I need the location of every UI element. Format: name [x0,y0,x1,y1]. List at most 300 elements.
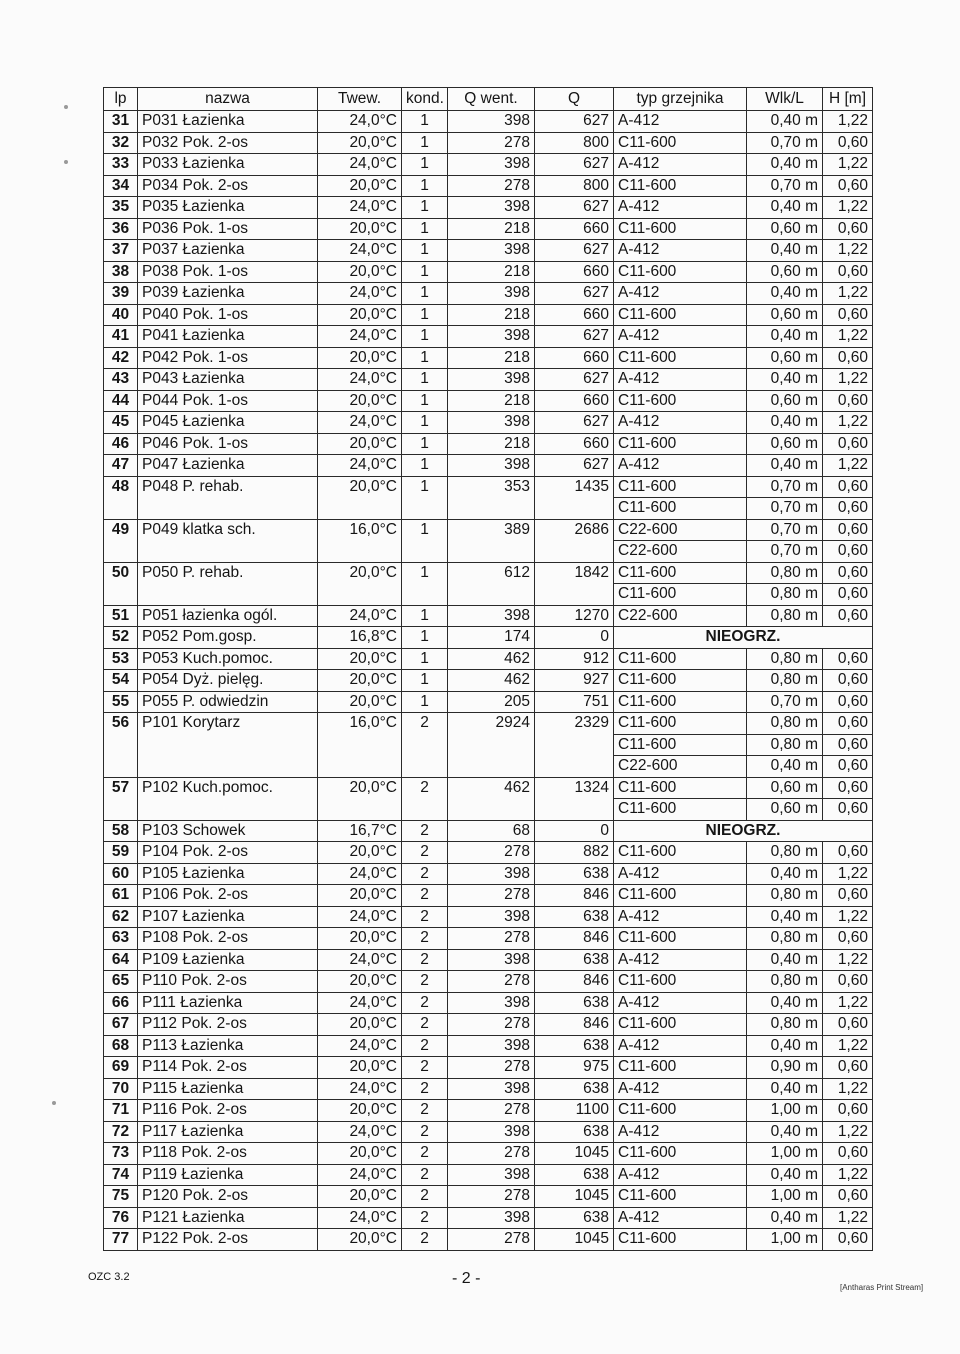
table-row [104,326,873,348]
cell-kond: 1 [402,476,448,519]
cell-typ: A-412 [614,197,747,219]
cell-q: 1324 [535,777,614,820]
cell-twew: 20,0°C [318,175,402,197]
table-row [104,1100,873,1122]
cell-h: 1,22 [823,369,873,391]
cell-twew: 20,0°C [318,670,402,692]
cell-nazwa: P032 Pok. 2-os [138,132,318,154]
cell-nazwa: P120 Pok. 2-os [138,1186,318,1208]
cell-kond: 1 [402,562,448,605]
cell-typ: A-412 [614,1035,747,1057]
cell-nazwa: P036 Pok. 1-os [138,218,318,240]
cell-kond: 2 [402,1207,448,1229]
cell-nazwa: P106 Pok. 2-os [138,885,318,907]
cell-nazwa: P045 Łazienka [138,412,318,434]
cell-h: 0,60 [823,1186,873,1208]
cell-wlk: 0,40 m [747,197,823,219]
cell-typ: A-412 [614,455,747,477]
cell-h: 0,60 [823,1014,873,1036]
table-row [104,347,873,369]
cell-wlk: 0,70 m [747,132,823,154]
cell-qwent: 398 [448,283,535,305]
cell-h: 0,60 [823,1229,873,1251]
cell-typ: C11-600 [614,1100,747,1122]
cell-qwent: 174 [448,627,535,649]
cell-typ: A-412 [614,369,747,391]
cell-h: 0,60 [823,519,873,541]
cell-wlk: 0,40 m [747,756,823,778]
cell-typ: C11-600 [614,1014,747,1036]
cell-lp: 66 [104,992,138,1014]
cell-nazwa: P044 Pok. 1-os [138,390,318,412]
cell-typ: C11-600 [614,261,747,283]
cell-nazwa: P114 Pok. 2-os [138,1057,318,1079]
cell-kond: 2 [402,820,448,842]
radiator-table [103,87,873,1251]
cell-h: 0,60 [823,1057,873,1079]
cell-typ: C11-600 [614,648,747,670]
cell-wlk: 0,80 m [747,584,823,606]
cell-twew: 20,0°C [318,691,402,713]
cell-kond: 1 [402,175,448,197]
cell-nazwa: P046 Pok. 1-os [138,433,318,455]
cell-nazwa: P048 P. rehab. [138,476,318,519]
cell-wlk: 0,40 m [747,369,823,391]
cell-q: 912 [535,648,614,670]
cell-kond: 1 [402,304,448,326]
cell-wlk: 0,60 m [747,347,823,369]
cell-lp: 69 [104,1057,138,1079]
table-row [104,1207,873,1229]
cell-wlk: 0,80 m [747,605,823,627]
cell-lp: 56 [104,713,138,778]
cell-h: 0,60 [823,584,873,606]
cell-q: 846 [535,928,614,950]
cell-qwent: 278 [448,842,535,864]
cell-qwent: 218 [448,261,535,283]
cell-nazwa: P041 Łazienka [138,326,318,348]
cell-twew: 24,0°C [318,1164,402,1186]
cell-typ: C11-600 [614,734,747,756]
cell-q: 846 [535,1014,614,1036]
cell-lp: 39 [104,283,138,305]
cell-twew: 24,0°C [318,197,402,219]
cell-kond: 1 [402,283,448,305]
cell-q: 800 [535,132,614,154]
cell-lp: 59 [104,842,138,864]
cell-typ: A-412 [614,992,747,1014]
cell-nazwa: P117 Łazienka [138,1121,318,1143]
cell-twew: 20,0°C [318,562,402,605]
cell-wlk: 0,40 m [747,949,823,971]
cell-qwent: 218 [448,390,535,412]
cell-kond: 2 [402,863,448,885]
table-row [104,605,873,627]
cell-kond: 2 [402,1057,448,1079]
cell-typ: A-412 [614,111,747,133]
cell-kond: 2 [402,992,448,1014]
printer-stamp: [Antharas Print Stream] [840,1283,924,1292]
cell-typ: C11-600 [614,713,747,735]
form-code: OZC 3.2 [88,1271,130,1283]
cell-nazwa: P047 Łazienka [138,455,318,477]
cell-lp: 76 [104,1207,138,1229]
cell-nazwa: P035 Łazienka [138,197,318,219]
cell-q: 638 [535,906,614,928]
cell-twew: 20,0°C [318,1143,402,1165]
cell-h: 0,60 [823,928,873,950]
cell-qwent: 398 [448,906,535,928]
table-row [104,1164,873,1186]
cell-qwent: 218 [448,218,535,240]
cell-lp: 67 [104,1014,138,1036]
cell-lp: 46 [104,433,138,455]
cell-typ: C11-600 [614,885,747,907]
cell-q: 1045 [535,1229,614,1251]
cell-kond: 1 [402,455,448,477]
cell-twew: 20,0°C [318,476,402,519]
cell-lp: 65 [104,971,138,993]
cell-wlk: 1,00 m [747,1186,823,1208]
cell-lp: 43 [104,369,138,391]
cell-qwent: 398 [448,197,535,219]
cell-twew: 24,0°C [318,326,402,348]
cell-typ: C11-600 [614,347,747,369]
cell-wlk: 0,60 m [747,390,823,412]
cell-typ: A-412 [614,1121,747,1143]
cell-qwent: 398 [448,369,535,391]
cell-qwent: 278 [448,1143,535,1165]
cell-qwent: 278 [448,175,535,197]
cell-typ: C22-600 [614,541,747,563]
cell-typ: C11-600 [614,562,747,584]
cell-twew: 20,0°C [318,261,402,283]
cell-nazwa: P121 Łazienka [138,1207,318,1229]
cell-lp: 38 [104,261,138,283]
cell-twew: 20,0°C [318,1229,402,1251]
cell-h: 1,22 [823,992,873,1014]
cell-wlk: 0,40 m [747,1164,823,1186]
cell-q: 627 [535,412,614,434]
cell-lp: 34 [104,175,138,197]
cell-qwent: 218 [448,304,535,326]
cell-twew: 24,0°C [318,863,402,885]
cell-h: 0,60 [823,605,873,627]
cell-h: 1,22 [823,1121,873,1143]
cell-kond: 1 [402,111,448,133]
cell-q: 927 [535,670,614,692]
cell-typ: A-412 [614,412,747,434]
cell-h: 0,60 [823,777,873,799]
cell-typ: A-412 [614,1078,747,1100]
cell-typ: C11-600 [614,799,747,821]
cell-kond: 1 [402,347,448,369]
table-row [104,971,873,993]
cell-typ: C11-600 [614,842,747,864]
cell-twew: 24,0°C [318,605,402,627]
cell-kond: 1 [402,627,448,649]
cell-qwent: 398 [448,154,535,176]
table-row [104,304,873,326]
cell-h: 1,22 [823,154,873,176]
cell-lp: 36 [104,218,138,240]
cell-kond: 2 [402,928,448,950]
cell-q: 627 [535,154,614,176]
table-row [104,949,873,971]
cell-h: 0,60 [823,713,873,735]
cell-twew: 16,7°C [318,820,402,842]
cell-h: 1,22 [823,240,873,262]
cell-wlk: 0,60 m [747,777,823,799]
cell-twew: 24,0°C [318,1035,402,1057]
header-lp: lp [104,88,138,111]
cell-lp: 31 [104,111,138,133]
cell-twew: 20,0°C [318,390,402,412]
cell-twew: 20,0°C [318,885,402,907]
cell-wlk: 0,40 m [747,154,823,176]
cell-twew: 16,8°C [318,627,402,649]
cell-lp: 49 [104,519,138,562]
header-twew: Twew. [318,88,402,111]
cell-kond: 2 [402,885,448,907]
cell-h: 1,22 [823,111,873,133]
table-row [104,1229,873,1251]
cell-q: 638 [535,863,614,885]
cell-nazwa: P038 Pok. 1-os [138,261,318,283]
cell-typ: A-412 [614,283,747,305]
cell-twew: 16,0°C [318,713,402,778]
cell-kond: 1 [402,261,448,283]
cell-nazwa: P107 Łazienka [138,906,318,928]
cell-q: 1842 [535,562,614,605]
cell-wlk: 0,40 m [747,1121,823,1143]
cell-lp: 54 [104,670,138,692]
cell-h: 0,60 [823,756,873,778]
cell-q: 1045 [535,1143,614,1165]
cell-twew: 24,0°C [318,949,402,971]
cell-twew: 20,0°C [318,433,402,455]
page-number: - 2 - [452,1270,481,1287]
cell-kond: 2 [402,1164,448,1186]
cell-kond: 1 [402,197,448,219]
cell-q: 627 [535,326,614,348]
cell-qwent: 278 [448,1014,535,1036]
header-kond: kond. [402,88,448,111]
cell-twew: 24,0°C [318,1121,402,1143]
cell-twew: 24,0°C [318,283,402,305]
cell-qwent: 2924 [448,713,535,778]
cell-typ: C11-600 [614,928,747,950]
cell-qwent: 398 [448,240,535,262]
cell-lp: 74 [104,1164,138,1186]
cell-q: 846 [535,971,614,993]
cell-h: 0,60 [823,476,873,498]
cell-nazwa: P054 Dyż. pielęg. [138,670,318,692]
cell-q: 1270 [535,605,614,627]
cell-q: 0 [535,820,614,842]
cell-h: 1,22 [823,1035,873,1057]
cell-q: 638 [535,1078,614,1100]
table-row [104,562,873,584]
cell-nazwa: P031 Łazienka [138,111,318,133]
cell-lp: 68 [104,1035,138,1057]
table-row [104,455,873,477]
cell-typ: C11-600 [614,175,747,197]
header-nazwa: nazwa [138,88,318,111]
cell-nazwa: P049 klatka sch. [138,519,318,562]
cell-qwent: 398 [448,1035,535,1057]
cell-lp: 64 [104,949,138,971]
cell-twew: 20,0°C [318,648,402,670]
cell-lp: 41 [104,326,138,348]
cell-h: 0,60 [823,670,873,692]
cell-wlk: 0,70 m [747,541,823,563]
cell-wlk: 0,60 m [747,799,823,821]
cell-q: 751 [535,691,614,713]
cell-kond: 2 [402,1121,448,1143]
cell-typ: C11-600 [614,971,747,993]
cell-kond: 1 [402,433,448,455]
cell-qwent: 398 [448,605,535,627]
cell-wlk: 0,40 m [747,240,823,262]
cell-twew: 16,0°C [318,519,402,562]
cell-typ: C22-600 [614,519,747,541]
cell-wlk: 0,70 m [747,175,823,197]
cell-nazwa: P104 Pok. 2-os [138,842,318,864]
cell-q: 2686 [535,519,614,562]
table-row [104,132,873,154]
cell-typ: C11-600 [614,498,747,520]
cell-twew: 20,0°C [318,132,402,154]
table-row [104,906,873,928]
cell-h: 0,60 [823,1100,873,1122]
cell-typ: C11-600 [614,1057,747,1079]
table-header-row [104,88,873,111]
cell-nazwa: P112 Pok. 2-os [138,1014,318,1036]
cell-wlk: 0,80 m [747,928,823,950]
table-row [104,240,873,262]
cell-kond: 2 [402,1143,448,1165]
cell-kond: 1 [402,412,448,434]
cell-qwent: 205 [448,691,535,713]
cell-nazwa: P111 Łazienka [138,992,318,1014]
cell-twew: 20,0°C [318,218,402,240]
cell-qwent: 398 [448,992,535,1014]
table-row [104,433,873,455]
cell-lp: 63 [104,928,138,950]
cell-nazwa: P037 Łazienka [138,240,318,262]
cell-twew: 20,0°C [318,777,402,820]
cell-kond: 1 [402,605,448,627]
cell-nazwa: P119 Łazienka [138,1164,318,1186]
table-row [104,842,873,864]
cell-twew: 20,0°C [318,971,402,993]
cell-typ: C22-600 [614,605,747,627]
cell-kond: 1 [402,519,448,562]
cell-qwent: 278 [448,1057,535,1079]
cell-qwent: 218 [448,347,535,369]
cell-twew: 20,0°C [318,842,402,864]
cell-nazwa: P102 Kuch.pomoc. [138,777,318,820]
cell-q: 638 [535,1207,614,1229]
cell-lp: 57 [104,777,138,820]
cell-lp: 55 [104,691,138,713]
cell-qwent: 398 [448,949,535,971]
cell-typ: C11-600 [614,1186,747,1208]
table-row [104,154,873,176]
table-row [104,111,873,133]
cell-wlk: 0,40 m [747,863,823,885]
cell-lp: 70 [104,1078,138,1100]
cell-qwent: 398 [448,111,535,133]
cell-nazwa: P040 Pok. 1-os [138,304,318,326]
cell-wlk: 0,60 m [747,261,823,283]
cell-h: 0,60 [823,175,873,197]
cell-nazwa: P109 Łazienka [138,949,318,971]
cell-wlk: 0,80 m [747,713,823,735]
cell-nazwa: P034 Pok. 2-os [138,175,318,197]
cell-h: 0,60 [823,390,873,412]
cell-q: 1100 [535,1100,614,1122]
table-row [104,175,873,197]
cell-kond: 1 [402,670,448,692]
cell-kond: 1 [402,154,448,176]
table-row [104,992,873,1014]
cell-wlk: 0,40 m [747,283,823,305]
cell-q: 1045 [535,1186,614,1208]
cell-h: 0,60 [823,971,873,993]
cell-lp: 42 [104,347,138,369]
cell-h: 1,22 [823,1207,873,1229]
cell-nazwa: P101 Korytarz [138,713,318,778]
cell-h: 1,22 [823,326,873,348]
cell-wlk: 0,60 m [747,218,823,240]
cell-qwent: 612 [448,562,535,605]
cell-wlk: 0,80 m [747,1014,823,1036]
cell-wlk: 0,70 m [747,498,823,520]
cell-h: 1,22 [823,906,873,928]
cell-h: 0,60 [823,842,873,864]
cell-twew: 20,0°C [318,1014,402,1036]
table-row [104,928,873,950]
cell-kond: 2 [402,1014,448,1036]
cell-h: 0,60 [823,562,873,584]
cell-kond: 2 [402,1100,448,1122]
cell-lp: 33 [104,154,138,176]
cell-q: 638 [535,1035,614,1057]
cell-qwent: 398 [448,1207,535,1229]
cell-wlk: 0,60 m [747,304,823,326]
cell-nazwa: P103 Schowek [138,820,318,842]
cell-q: 975 [535,1057,614,1079]
cell-lp: 40 [104,304,138,326]
table-row [104,1143,873,1165]
cell-qwent: 278 [448,132,535,154]
cell-h: 1,22 [823,412,873,434]
cell-lp: 45 [104,412,138,434]
cell-qwent: 389 [448,519,535,562]
table-row [104,1057,873,1079]
cell-wlk: 0,80 m [747,562,823,584]
cell-h: 0,60 [823,261,873,283]
cell-kond: 2 [402,1229,448,1251]
cell-lp: 44 [104,390,138,412]
cell-kond: 2 [402,971,448,993]
cell-kond: 1 [402,218,448,240]
cell-q: 660 [535,218,614,240]
cell-kond: 2 [402,1078,448,1100]
cell-nazwa: P051 łazienka ogól. [138,605,318,627]
